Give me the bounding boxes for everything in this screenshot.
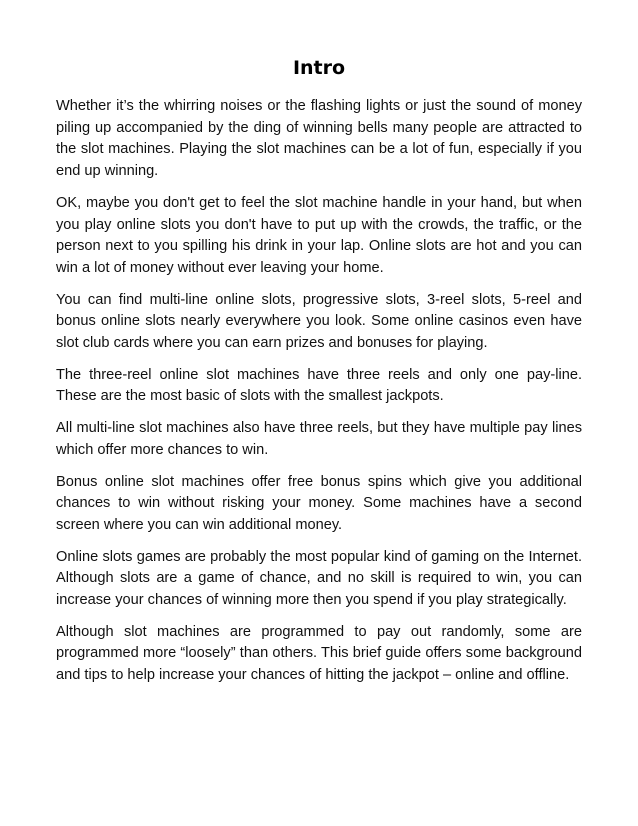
paragraph-7: Online slots games are probably the most popular kind of gaming on the Internet. Although slots are a game of chance, and no skill is required to win, you can increase your chances of winning more then you spend if you play strategically.	[56, 548, 582, 609]
paragraph-2: OK, maybe you don't get to feel the slot machine handle in your hand, but when you play online slots you don't have to put up with the crowds, the traffic, or the person next to you spilling his drink in your lap. Online slots are hot and you can win a lot of money without ever leaving your home.	[56, 194, 582, 276]
paragraph-5: All multi-line slot machines also have three reels, but they have multiple pay lines which offer more chances to win.	[56, 420, 582, 458]
paragraph-3: You can find multi-line online slots, progressive slots, 3-reel slots, 5-reel and bonus online slots nearly everywhere you look. Some online casinos even have slot club cards where you can earn prizes and bonuses for playing.	[56, 291, 582, 352]
paragraph-1: Whether it’s the whirring noises or the flashing lights or just the sound of money piling up accompanied by the ding of winning bells many people are attracted to the slot machines. Playing the slot machines can be a lot of fun, especially if you end up winning.	[56, 98, 582, 180]
page-title: Intro	[292, 57, 346, 79]
paragraph-8: Although slot machines are programmed to pay out randomly, some are programmed more “loosely” than others. This brief guide offers some background and tips to help increase your chances of hitting the jackpot – online and offline.	[56, 623, 582, 684]
paragraph-6: Bonus online slot machines offer free bonus spins which give you additional chances to win without risking your money. Some machines have a second screen where you can win additional money.	[56, 473, 582, 533]
paragraph-4: The three-reel online slot machines have three reels and only one pay-line. These are the most basic of slots with the smallest jackpots.	[56, 366, 582, 405]
